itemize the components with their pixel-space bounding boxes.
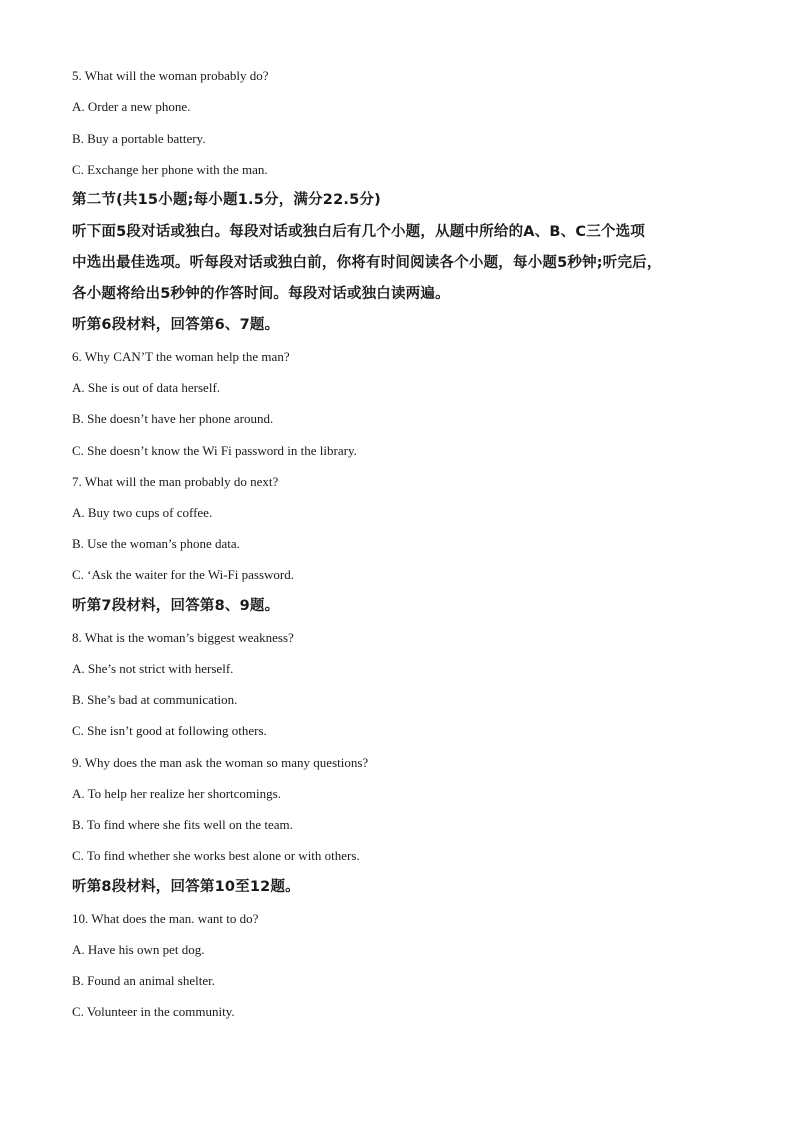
question-8: 8. What is the woman’s biggest weakness? (72, 630, 294, 645)
section-2-heading: 第二节(共15小题;每小题1.5分，满分22.5分) (72, 192, 381, 208)
question-7-option-b: B. Use the woman’s phone data. (72, 536, 240, 551)
question-10-option-a: A. Have his own pet dog. (72, 942, 205, 957)
material-8-heading: 听第8段材料，回答第10至12题。 (72, 879, 300, 895)
question-5-option-b: B. Buy a portable battery. (72, 131, 206, 146)
material-6-heading: 听第6段材料，回答第6、7题。 (72, 317, 280, 333)
question-9-option-b: B. To find where she fits well on the team. (72, 817, 293, 832)
question-5-option-a: A. Order a new phone. (72, 99, 191, 114)
question-5-option-c: C. Exchange her phone with the man. (72, 162, 268, 177)
question-10: 10. What does the man. want to do? (72, 911, 259, 926)
question-7-option-c: C. ‘Ask the waiter for the Wi-Fi password. (72, 567, 295, 582)
question-8-option-c: C. She isn’t good at following others. (72, 723, 267, 738)
question-6: 6. Why CAN’T the woman help the man? (72, 349, 290, 364)
question-6-option-a: A. She is out of data herself. (72, 380, 221, 395)
section-2-instructions-line-3: 各小题将给出5秒钟的作答时间。每段对话或独白读两遍。 (72, 286, 450, 302)
material-7-heading: 听第7段材料，回答第8、9题。 (72, 598, 280, 614)
question-10-option-b: B. Found an animal shelter. (72, 973, 215, 988)
question-5: 5. What will the woman probably do? (72, 68, 269, 83)
section-2-instructions-line-2: 中选出最佳选项。听每段对话或独白前，你将有时间阅读各个小题，每小题5秒钟;听完后， (72, 255, 662, 271)
question-9: 9. Why does the man ask the woman so many questions? (72, 755, 369, 770)
question-7: 7. What will the man probably do next? (72, 474, 279, 489)
question-9-option-a: A. To help her realize her shortcomings. (72, 786, 281, 801)
question-9-option-c: C. To find whether she works best alone or with others. (72, 848, 360, 863)
question-8-option-a: A. She’s not strict with herself. (72, 661, 234, 676)
question-6-option-b: B. She doesn’t have her phone around. (72, 411, 274, 426)
section-2-instructions-line-1: 听下面5段对话或独白。每段对话或独白后有几个小题，从题中所给的A、B、C三个选项 (72, 224, 646, 240)
question-10-option-c: C. Volunteer in the community. (72, 1004, 235, 1019)
question-6-option-c: C. She doesn’t know the Wi Fi password in the library. (72, 443, 357, 458)
question-7-option-a: A. Buy two cups of coffee. (72, 505, 213, 520)
question-8-option-b: B. She’s bad at communication. (72, 692, 238, 707)
